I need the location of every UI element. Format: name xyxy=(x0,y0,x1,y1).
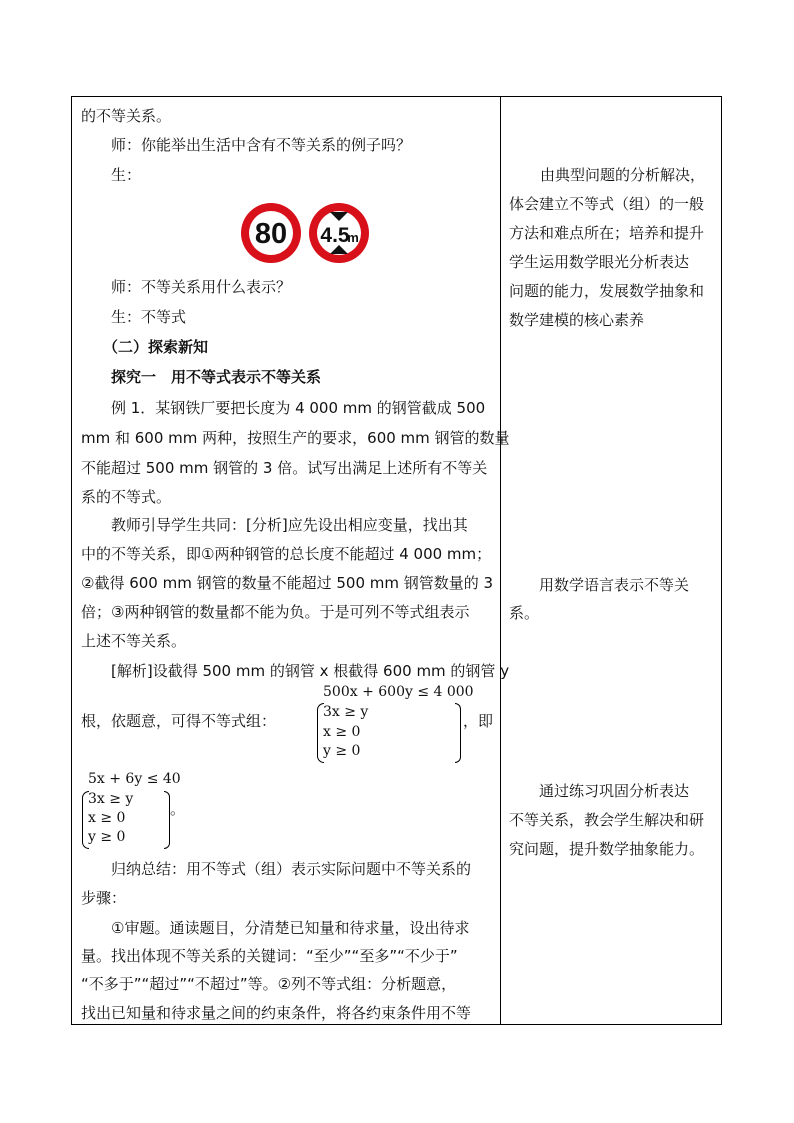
note-line: 学生运用数学眼光分析表达 xyxy=(509,253,690,271)
text-line: 的不等关系。 xyxy=(81,107,172,125)
guide-line: 倍；③两种钢管的数量都不能为负。于是可列不等式组表示 xyxy=(81,603,470,621)
height-limit-sign xyxy=(309,203,369,263)
inequality: 500x + 600y ≤ 4 000 xyxy=(323,684,474,700)
step-line: “不多于”“超过”“不超过”等。②列不等式组：分析题意， xyxy=(81,975,457,993)
speed-limit-sign xyxy=(241,203,301,263)
height-limit-value: 4.5 xyxy=(320,224,350,247)
inequality: y ≥ 0 xyxy=(323,743,361,759)
step-line: ①审题。通读题目，分清楚已知量和待求量，设出待求 xyxy=(111,919,470,937)
step-line: 找出已知量和待求量之间的约束条件，将各约束条件用不等 xyxy=(81,1004,472,1022)
example-line: 例 1．某钢铁厂要把长度为 4 000 mm 的钢管截成 500 xyxy=(111,399,486,417)
solution-line: ，即 xyxy=(463,712,494,730)
note-line: 究问题，提升数学抽象能力。 xyxy=(509,840,705,858)
inequality: 3x ≥ y xyxy=(323,704,369,720)
text-line: 生： xyxy=(111,166,142,184)
note-line: 由典型问题的分析解决， xyxy=(540,166,706,184)
note-line: 系。 xyxy=(509,604,540,622)
note-line: 体会建立不等式（组）的一般 xyxy=(509,195,705,213)
traffic-signs-image xyxy=(239,201,371,265)
note-line: 不等关系，教会学生解决和研 xyxy=(509,811,705,829)
inequality: 5x + 6y ≤ 40 xyxy=(88,771,181,787)
example-line: 系的不等式。 xyxy=(81,488,172,506)
guide-line: ②截得 600 mm 钢管的数量不能超过 500 mm 钢管数量的 3 xyxy=(81,574,494,592)
text-line: 师：你能举出生活中含有不等关系的例子吗？ xyxy=(111,136,412,154)
guide-line: 教师引导学生共同：[分析]应先设出相应变量，找出其 xyxy=(111,516,468,534)
note-line: 通过练习巩固分析表达 xyxy=(539,782,690,800)
example-line: mm 和 600 mm 两种，按照生产的要求，600 mm 钢管的数量 xyxy=(81,429,510,447)
design-intent-column xyxy=(501,97,721,1024)
right-paren xyxy=(455,703,461,763)
text-line: 师：不等关系用什么表示？ xyxy=(111,278,292,296)
note-line: 问题的能力，发展数学抽象和 xyxy=(509,282,705,300)
speed-limit-value: 80 xyxy=(254,218,288,250)
section-heading: （二）探索新知 xyxy=(103,338,209,356)
text-line: 生：不等式 xyxy=(111,308,187,326)
example-line: 不能超过 500 mm 钢管的 3 倍。试写出满足上述所有不等关 xyxy=(81,459,488,477)
height-limit-unit: m xyxy=(347,230,359,245)
subsection-heading: 探究一 用不等式表示不等关系 xyxy=(111,368,322,386)
note-line: 方法和难点所在；培养和提升 xyxy=(509,224,705,242)
solution-line: 根，依题意，可得不等式组： xyxy=(81,712,277,730)
inequality: y ≥ 0 xyxy=(88,829,126,845)
inequality: x ≥ 0 xyxy=(88,810,126,826)
lesson-table xyxy=(71,96,722,1025)
solution-line: [解析]设截得 500 mm 的钢管 x 根截得 600 mm 的钢管 y xyxy=(111,662,510,680)
summary-line: 归纳总结：用不等式（组）表示实际问题中不等关系的 xyxy=(111,860,472,878)
text-line: 。 xyxy=(170,800,186,818)
inequality: 3x ≥ y xyxy=(88,791,134,807)
note-line: 用数学语言表示不等关 xyxy=(539,576,690,594)
inequality: x ≥ 0 xyxy=(323,724,361,740)
summary-line: 步骤： xyxy=(81,889,127,907)
note-line: 数学建模的核心素养 xyxy=(509,311,645,329)
teaching-process-column xyxy=(72,97,510,1024)
step-line: 量。找出体现不等关系的关键词：“至少”“至多”“不少于” xyxy=(81,947,458,965)
guide-line: 中的不等关系，即①两种钢管的总长度不能超过 4 000 mm； xyxy=(81,545,492,563)
guide-line: 上述不等关系。 xyxy=(81,632,187,650)
